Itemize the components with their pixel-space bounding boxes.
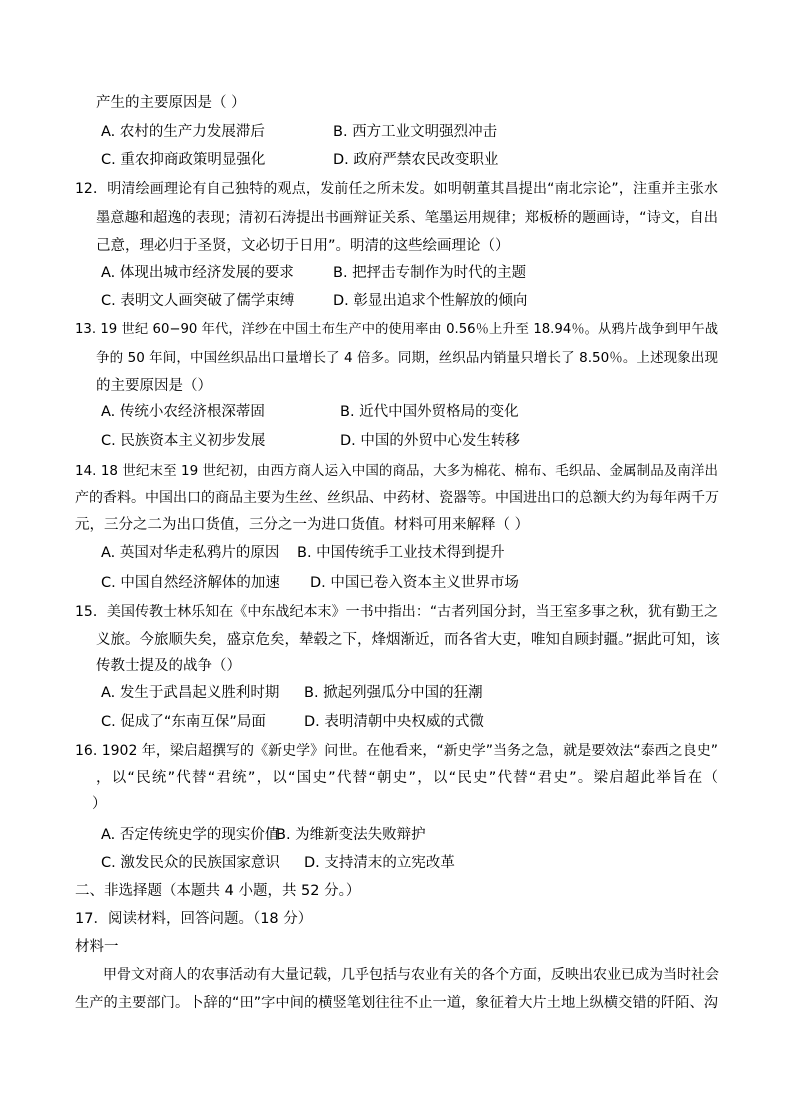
material-title: 材料一 <box>75 939 119 955</box>
q13-option-a: A. 传统小农经济根深蒂固 <box>101 404 265 420</box>
q17-title: 17．阅读材料，回答问题。（18 分） <box>75 911 313 927</box>
q16-stem-line-3: ） <box>92 796 107 812</box>
q15-option-d: D. 表明清朝中央权威的式微 <box>304 714 484 730</box>
q12-stem-line-3: 己意，理必归于圣贤，文必切于日用”。明清的这些绘画理论（） <box>96 238 510 254</box>
q13-option-d: D. 中国的外贸中心发生转移 <box>340 433 520 449</box>
section-heading: 二、非选择题（本题共 4 小题，共 52 分。） <box>75 883 361 899</box>
q16-option-c: C. 激发民众的民族国家意识 <box>101 855 280 871</box>
q15-option-b: B. 掀起列强瓜分中国的狂潮 <box>304 685 483 701</box>
q14-option-a: A. 英国对华走私鸦片的原因 <box>101 545 280 561</box>
q13-stem-line-3: 的主要原因是（） <box>96 378 212 394</box>
q15-stem-line-3: 传教士提及的战争（） <box>96 658 241 674</box>
q13-option-c: C. 民族资本主义初步发展 <box>101 433 266 449</box>
q12-option-d: D. 彰显出追求个性解放的倾向 <box>333 293 528 309</box>
q15-stem-line-1: 15．美国传教士林乐知在《中东战纪本末》一书中指出：“古者列国分封，当王室多事之秋，犹有勤王之 <box>75 604 718 620</box>
q12-option-b: B. 把抨击专制作为时代的主题 <box>333 265 527 281</box>
q11-option-c: C. 重农抑商政策明显强化 <box>101 152 266 168</box>
q11-option-d: D. 政府严禁农民改变职业 <box>333 152 499 168</box>
q16-option-d: D. 支持清末的立宪改革 <box>304 855 455 871</box>
q12-option-c: C. 表明文人画突破了儒学束缚 <box>101 293 295 309</box>
q14-stem-line-3: 元，三分之二为出口货值，三分之一为进口货值。材料可用来解释（ ） <box>75 517 530 533</box>
material-line-2: 生产的主要部门。卜辞的“田”字中间的横竖笔划往往不止一道，象征着大片土地上纵横交错的阡陌、沟 <box>75 995 718 1011</box>
material-line-1: 甲骨文对商人的农事活动有大量记载，几乎包括与农业有关的各个方面，反映出农业已成为当时社会 <box>103 967 719 983</box>
q15-option-c: C. 促成了“东南互保”局面 <box>101 714 266 730</box>
q16-option-b: B. 为维新变法失败辩护 <box>276 827 426 843</box>
q15-option-a: A. 发生于武昌起义胜利时期 <box>101 685 280 701</box>
q13-stem-line-1: 13. 19 世纪 60−90 年代，洋纱在中国土布生产中的使用率由 0.56％上升至 18.94％。从鸦片战争到甲午战 <box>75 322 718 337</box>
q14-option-b: B. 中国传统手工业技术得到提升 <box>297 545 505 561</box>
q14-option-c: C. 中国自然经济解体的加速 <box>101 575 280 591</box>
q13-stem-line-2: 争的 50 年间，中国丝织品出口量增长了 4 倍多。同期，丝织品内销量只增长了 8.50％。上述现象出现 <box>96 350 718 366</box>
q11-stem-continuation: 产生的主要原因是（ ） <box>96 95 246 111</box>
q12-stem-line-2: 墨意趣和超逸的表现；清初石涛提出书画辩证关系、笔墨运用规律；郑板桥的题画诗，“诗文，自出 <box>96 210 718 226</box>
q12-option-a: A. 体现出城市经济发展的要求 <box>101 265 294 281</box>
q14-stem-line-1: 14. 18 世纪末至 19 世纪初，由西方商人运入中国的商品，大多为棉花、棉布、毛织品、金属制品及南洋出 <box>75 463 718 479</box>
q15-stem-line-2: 义旅。今旅顺失矣，盛京危矣，辇毂之下，烽烟渐近，而各省大吏，唯知自顾封疆。”据此可知，该 <box>96 632 720 648</box>
q16-option-a: A. 否定传统史学的现实价值 <box>101 827 280 843</box>
q14-stem-line-2: 产的香料。中国出口的商品主要为生丝、丝织品、中药材、瓷器等。中国进出口的总额大约为每年两千万 <box>75 490 719 506</box>
q14-option-d: D. 中国已卷入资本主义世界市场 <box>310 575 519 591</box>
q11-option-a: A. 农村的生产力发展滞后 <box>101 124 265 140</box>
q12-stem-line-1: 12．明清绘画理论有自己独特的观点，发前任之所未发。如明朝董其昌提出“南北宗论”，注重并主张水 <box>75 181 718 197</box>
q11-option-b: B. 西方工业文明强烈冲击 <box>333 124 498 140</box>
q16-stem-line-2: ，以“民统”代替“君统”，以“国史”代替“朝史”，以“民史”代替“君史”。梁启超此举旨在（ <box>96 770 718 786</box>
q13-option-b: B. 近代中国外贸格局的变化 <box>340 404 519 420</box>
q16-stem-line-1: 16. 1902 年，梁启超撰写的《新史学》问世。在他看来，“新史学”当务之急，就是要效法“泰西之良史” <box>75 743 718 759</box>
